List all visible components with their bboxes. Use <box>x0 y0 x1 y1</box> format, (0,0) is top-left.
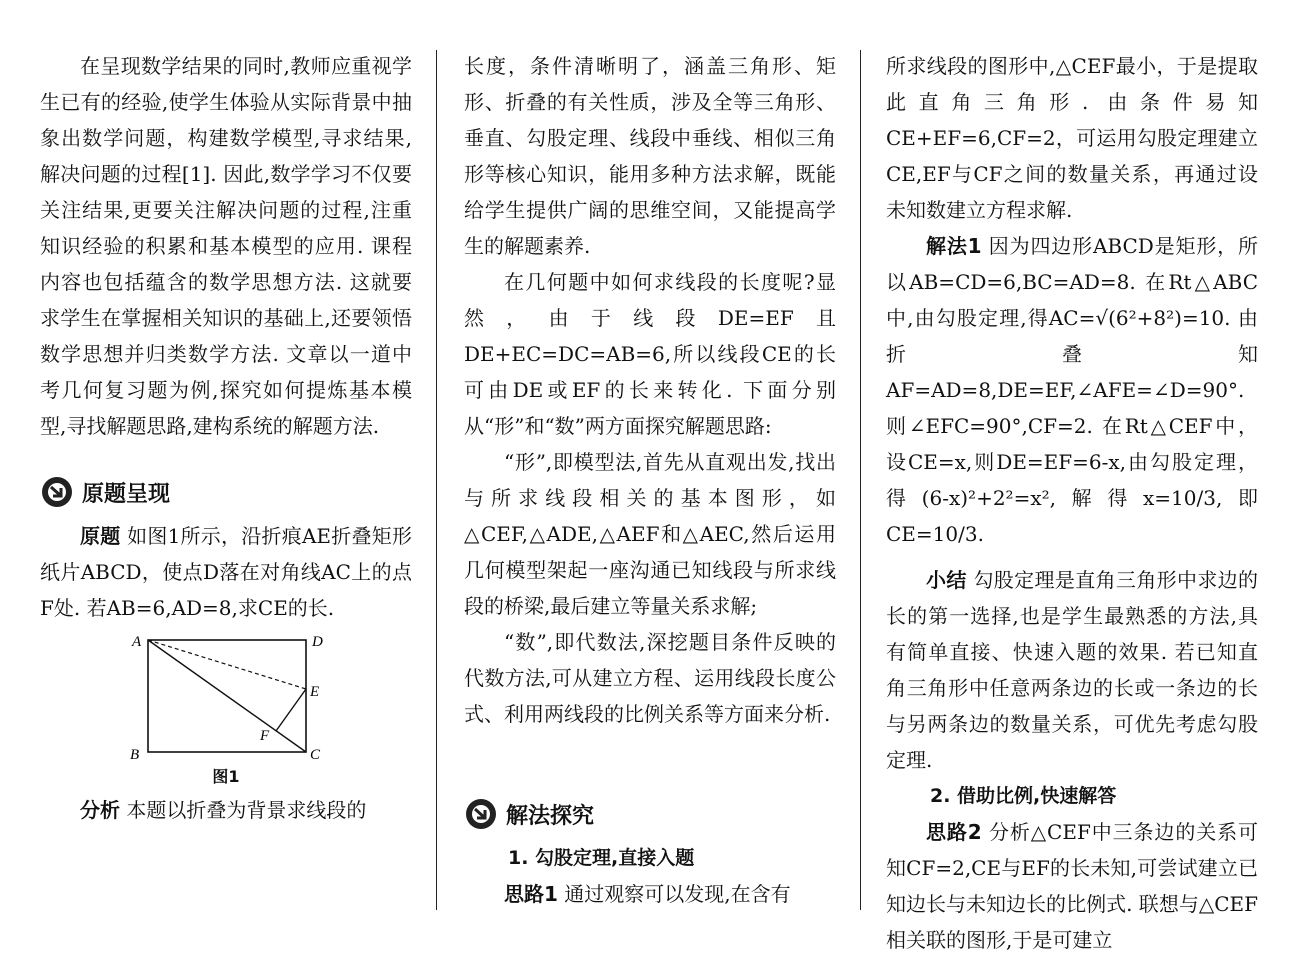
analysis-label: 分析 <box>80 798 120 822</box>
label-A: A <box>132 634 142 650</box>
idea-1-paragraph <box>464 876 836 912</box>
label-E: E <box>310 684 320 700</box>
rectangle-fold-diagram <box>126 632 326 762</box>
idea-2-text: 分析△CEF中三条边的关系可知CF=2,CE与EF的长未知,可尝试建立已知边长与未知边长的比例式. 联想与△CEF相关联的图形,于是可建立 <box>886 820 1259 952</box>
shape-approach-paragraph: “形”,即模型法,首先从直观出发,找出与所求线段相关的基本图形，如△CEF,△ADE,△AEF和△AEC,然后运用几何模型架起一座沟通已知线段与所求线段的桥梁,最后建立等量关系求解; <box>464 450 836 618</box>
column-3 <box>886 48 1258 958</box>
subheading-ratio: 2. 借助比例,快速解答 <box>930 785 1117 807</box>
figure-1 <box>40 632 412 788</box>
label-C: C <box>310 747 321 762</box>
section-badge-icon <box>464 797 498 831</box>
solution-1-label: 解法1 <box>926 234 982 258</box>
column-divider-2 <box>860 50 861 910</box>
section-badge-icon <box>40 475 74 509</box>
label-B: B <box>130 747 140 762</box>
idea-2-label: 思路2 <box>926 820 982 844</box>
idea-1-text: 通过观察可以发现,在含有 <box>564 882 791 906</box>
problem-label: 原题 <box>80 524 121 548</box>
solution-1-paragraph <box>886 228 1258 552</box>
subheading-pythagorean: 1. 勾股定理,直接入题 <box>508 847 695 869</box>
summary-label: 小结 <box>926 568 967 592</box>
section-heading-solution-exploration <box>464 794 836 834</box>
label-D: D <box>312 634 323 650</box>
column-2 <box>464 48 836 912</box>
solution-1-text: 因为四边形ABCD是矩形，所以AB=CD=6,BC=AD=8. 在Rt△ABC中,由勾股定理,得AC=√(6²+8²)=10. 由折叠知AF=AD=8,DE=EF,∠AFE=∠D=90°. 则∠EFC=90°,CF=2. 在Rt△CEF中，设CE=x,则DE=EF=6-x,由勾股定理，得(6-x)²+2²=x²,解得x=10/3,即CE=10/3. <box>886 234 1258 546</box>
label-F: F <box>260 728 270 744</box>
problem-statement <box>40 518 412 626</box>
column-divider-1 <box>436 50 437 910</box>
idea-1-label: 思路1 <box>504 882 558 906</box>
section-title: 原题呈现 <box>82 481 171 507</box>
analysis-text: 本题以折叠为背景求线段的 <box>126 798 367 822</box>
idea-1-continued: 所求线段的图形中,△CEF最小，于是提取此直角三角形. 由条件易知CE+EF=6,CF=2，可运用勾股定理建立CE,EF与CF之间的数量关系，再通过设未知数建立方程求解. <box>886 54 1258 222</box>
analysis-paragraph <box>40 792 412 828</box>
summary-paragraph <box>886 562 1258 778</box>
figure-caption: 图1 <box>212 767 240 786</box>
question-paragraph: 在几何题中如何求线段的长度呢?显然，由于线段DE=EF且DE+EC=DC=AB=6,所以线段CE的长可由DE或EF的长来转化. 下面分别从“形”和“数”两方面探究解题思路: <box>464 270 836 438</box>
section-heading-original-problem <box>40 472 412 512</box>
idea-2-paragraph <box>886 814 1258 958</box>
number-approach-paragraph: “数”,即代数法,深挖题目条件反映的代数方法,可从建立方程、运用线段长度公式、利用两线段的比例关系等方面来分析. <box>464 630 836 726</box>
problem-text: 如图1所示，沿折痕AE折叠矩形纸片ABCD，使点D落在对角线AC上的点F处. 若AB=6,AD=8,求CE的长. <box>40 524 412 620</box>
summary-text: 勾股定理是直角三角形中求边的长的第一选择,也是学生最熟悉的方法,具有简单直接、快速入题的效果. 若已知直角三角形中任意两条边的长或一条边的长与另两条边的数量关系，可优先考虑勾股定理. <box>886 568 1259 772</box>
analysis-continued: 长度，条件清晰明了，涵盖三角形、矩形、折叠的有关性质，涉及全等三角形、垂直、勾股定理、线段中垂线、相似三角形等核心知识，能用多种方法求解，既能给学生提供广阔的思维空间，又能提高学生的解题素养. <box>464 54 836 258</box>
section-title: 解法探究 <box>506 803 595 829</box>
intro-paragraph: 在呈现数学结果的同时,教师应重视学生已有的经验,使学生体验从实际背景中抽象出数学问题，构建数学模型,寻求结果,解决问题的过程[1]. 因此,数学学习不仅要关注结果,更要关注解决问题的过程,注重知识经验的积累和基本模型的应用. 课程内容也包括蕴含的数学思想方法. 这就要求学生在掌握相关知识的基础上,还要领悟数学思想并归类数学方法. 文章以一道中考几何复习题为例,探究如何提炼基本模型,寻找解题思路,建构系统的解题方法. <box>40 54 412 438</box>
column-1 <box>40 48 412 828</box>
